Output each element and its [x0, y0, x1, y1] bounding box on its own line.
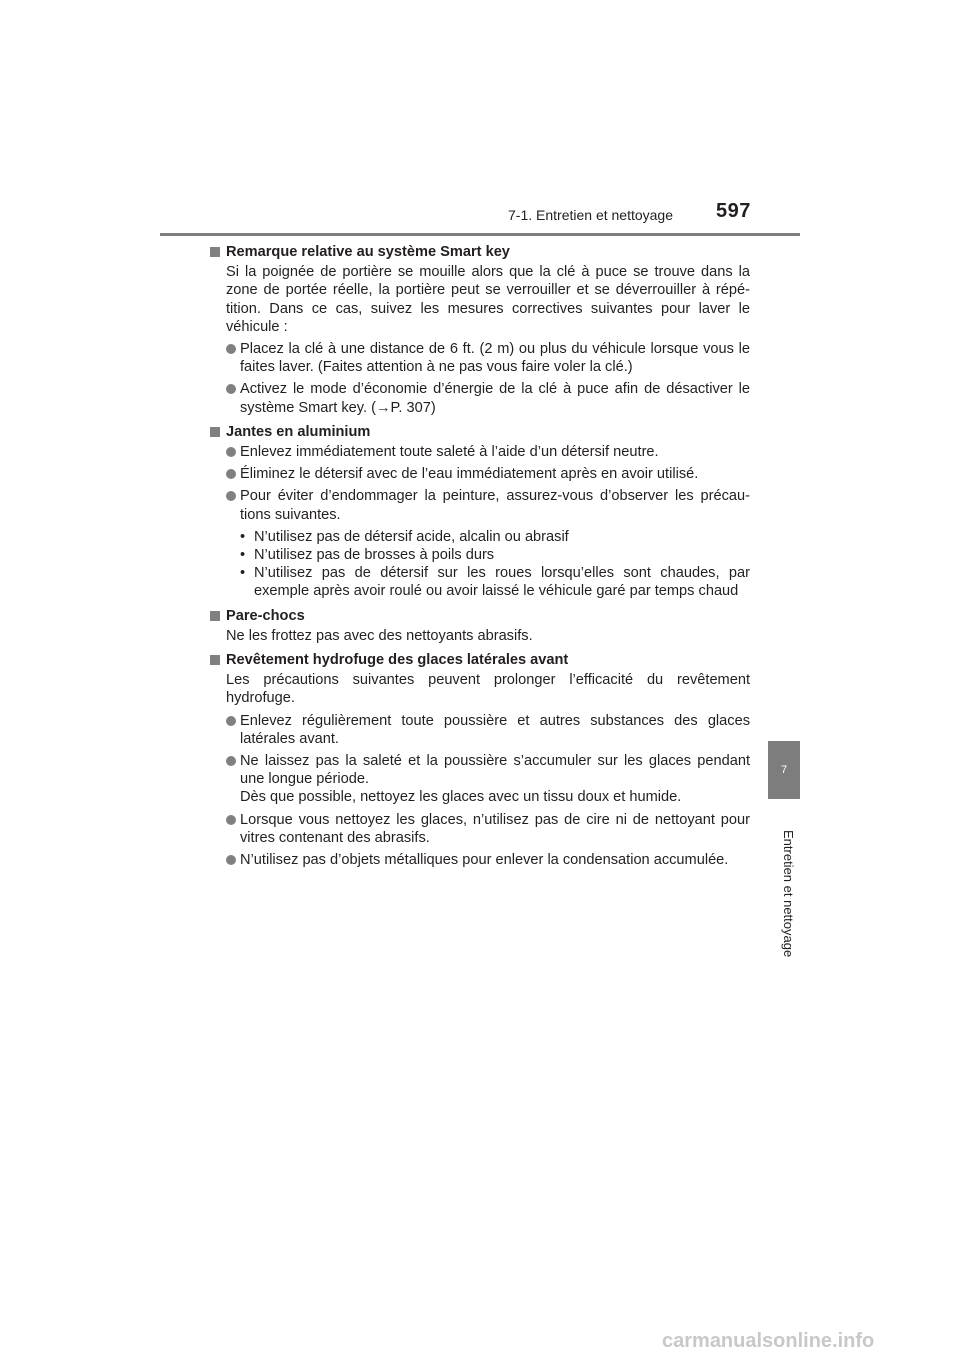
- section-heading: [210, 243, 750, 261]
- square-bullet-icon: [210, 427, 220, 437]
- list-item: [226, 443, 750, 461]
- sub-list: [240, 528, 750, 601]
- header-rule: [160, 233, 800, 236]
- section-pare-chocs: [210, 607, 750, 645]
- sub-list-item-text: N’utilisez pas de détersif acide, alcalin ou abrasif: [254, 528, 569, 545]
- sub-list-item: [240, 546, 750, 564]
- section-text: Ne les frottez pas avec des nettoyants abrasifs.: [226, 627, 533, 644]
- list-item: [226, 851, 750, 869]
- watermark: carmanualsonline.info: [662, 1330, 875, 1352]
- section-title: Pare-chocs: [226, 607, 305, 624]
- list-item-text: Lorsque vous nettoyez les glaces, n’utilisez pas de cire ni de nettoyant pour vitres contenant des abrasifs.: [240, 811, 750, 846]
- section-heading: [210, 607, 750, 625]
- list-item-text: Enlevez régulièrement toute poussière et autres substances des glaces latérales avant.: [240, 712, 750, 747]
- list-item: [226, 712, 750, 748]
- list-item-text: Activez le mode d’économie d’énergie de la clé à puce afin de désactiver le système Smart key. (→P. 307): [240, 381, 750, 416]
- sub-list-item-text: N’utilisez pas de détersif sur les roues lorsqu’elles sont chaudes, par exemple après avoir roulé ou avoir laissé le véhicule garé par temps chaud: [254, 565, 750, 600]
- list-item-extra-text: Dès que possible, nettoyez les glaces avec un tissu doux et humide.: [240, 789, 682, 806]
- list-item-text: Éliminez le détersif avec de l’eau immédiatement après en avoir utilisé.: [240, 466, 699, 483]
- circle-bullet-icon: [226, 384, 236, 394]
- section-intro: Les précautions suivantes peuvent prolonger l’efficacité du revêtement hydrofuge.: [226, 672, 750, 707]
- list-item-text: N’utilisez pas d’objets métalliques pour enlever la condensation accumulée.: [240, 852, 729, 869]
- circle-bullet-icon: [226, 447, 236, 457]
- circle-bullet-icon: [226, 855, 236, 865]
- list-item-text: Pour éviter d’endommager la peinture, assurez-vous d’observer les précau-tions suivantes.: [240, 488, 750, 523]
- square-bullet-icon: [210, 247, 220, 257]
- section-title: Jantes en aluminium: [226, 423, 371, 440]
- dot-marker-icon: •: [240, 547, 246, 564]
- list-item: [226, 465, 750, 483]
- list-item: [226, 340, 750, 376]
- section-smart-key: [210, 243, 750, 417]
- page-content: [210, 243, 750, 875]
- sub-list-item: [240, 528, 750, 546]
- chapter-title: Entretien et nettoyage: [781, 830, 796, 958]
- circle-bullet-icon: [226, 491, 236, 501]
- circle-bullet-icon: [226, 756, 236, 766]
- circle-bullet-icon: [226, 469, 236, 479]
- circle-bullet-icon: [226, 716, 236, 726]
- list-item: [226, 380, 750, 416]
- list-item-text: Ne laissez pas la saleté et la poussière s’accumuler sur les glaces pendant une longue période.: [240, 753, 750, 788]
- chapter-tab: 7: [768, 741, 800, 799]
- list-item: [226, 487, 750, 523]
- dot-marker-icon: •: [240, 528, 246, 545]
- section-heading: [210, 423, 750, 441]
- section-intro: Si la poignée de portière se mouille alors que la clé à puce se trouve dans la zone de portée réelle, la portière peut se verrouiller et se déverrouiller à répé-tition. Dans ce cas, suivez les mesures correctives suivantes pour laver le véhicule :: [226, 264, 750, 335]
- square-bullet-icon: [210, 655, 220, 665]
- sub-list-item: [240, 564, 750, 600]
- section-heading: [210, 651, 750, 669]
- sub-list-item-text: N’utilisez pas de brosses à poils durs: [254, 547, 495, 564]
- list-item-text: Placez la clé à une distance de 6 ft. (2 m) ou plus du véhicule lorsque vous le faites laver. (Faites attention à ne pas vous faire voler la clé.): [240, 341, 750, 376]
- dot-marker-icon: •: [240, 565, 246, 582]
- list-item: [226, 752, 750, 807]
- section-title: Remarque relative au système Smart key: [226, 244, 510, 260]
- circle-bullet-icon: [226, 344, 236, 354]
- circle-bullet-icon: [226, 815, 236, 825]
- list-item-text: Enlevez immédiatement toute saleté à l’aide d’un détersif neutre.: [240, 444, 659, 461]
- section-title: Revêtement hydrofuge des glaces latérales avant: [226, 652, 569, 669]
- section-revetement: [210, 651, 750, 869]
- header-section-title: 7-1. Entretien et nettoyage: [508, 207, 673, 223]
- square-bullet-icon: [210, 611, 220, 621]
- section-jantes: [210, 423, 750, 601]
- list-item: [226, 811, 750, 847]
- page-number: 597: [716, 200, 751, 222]
